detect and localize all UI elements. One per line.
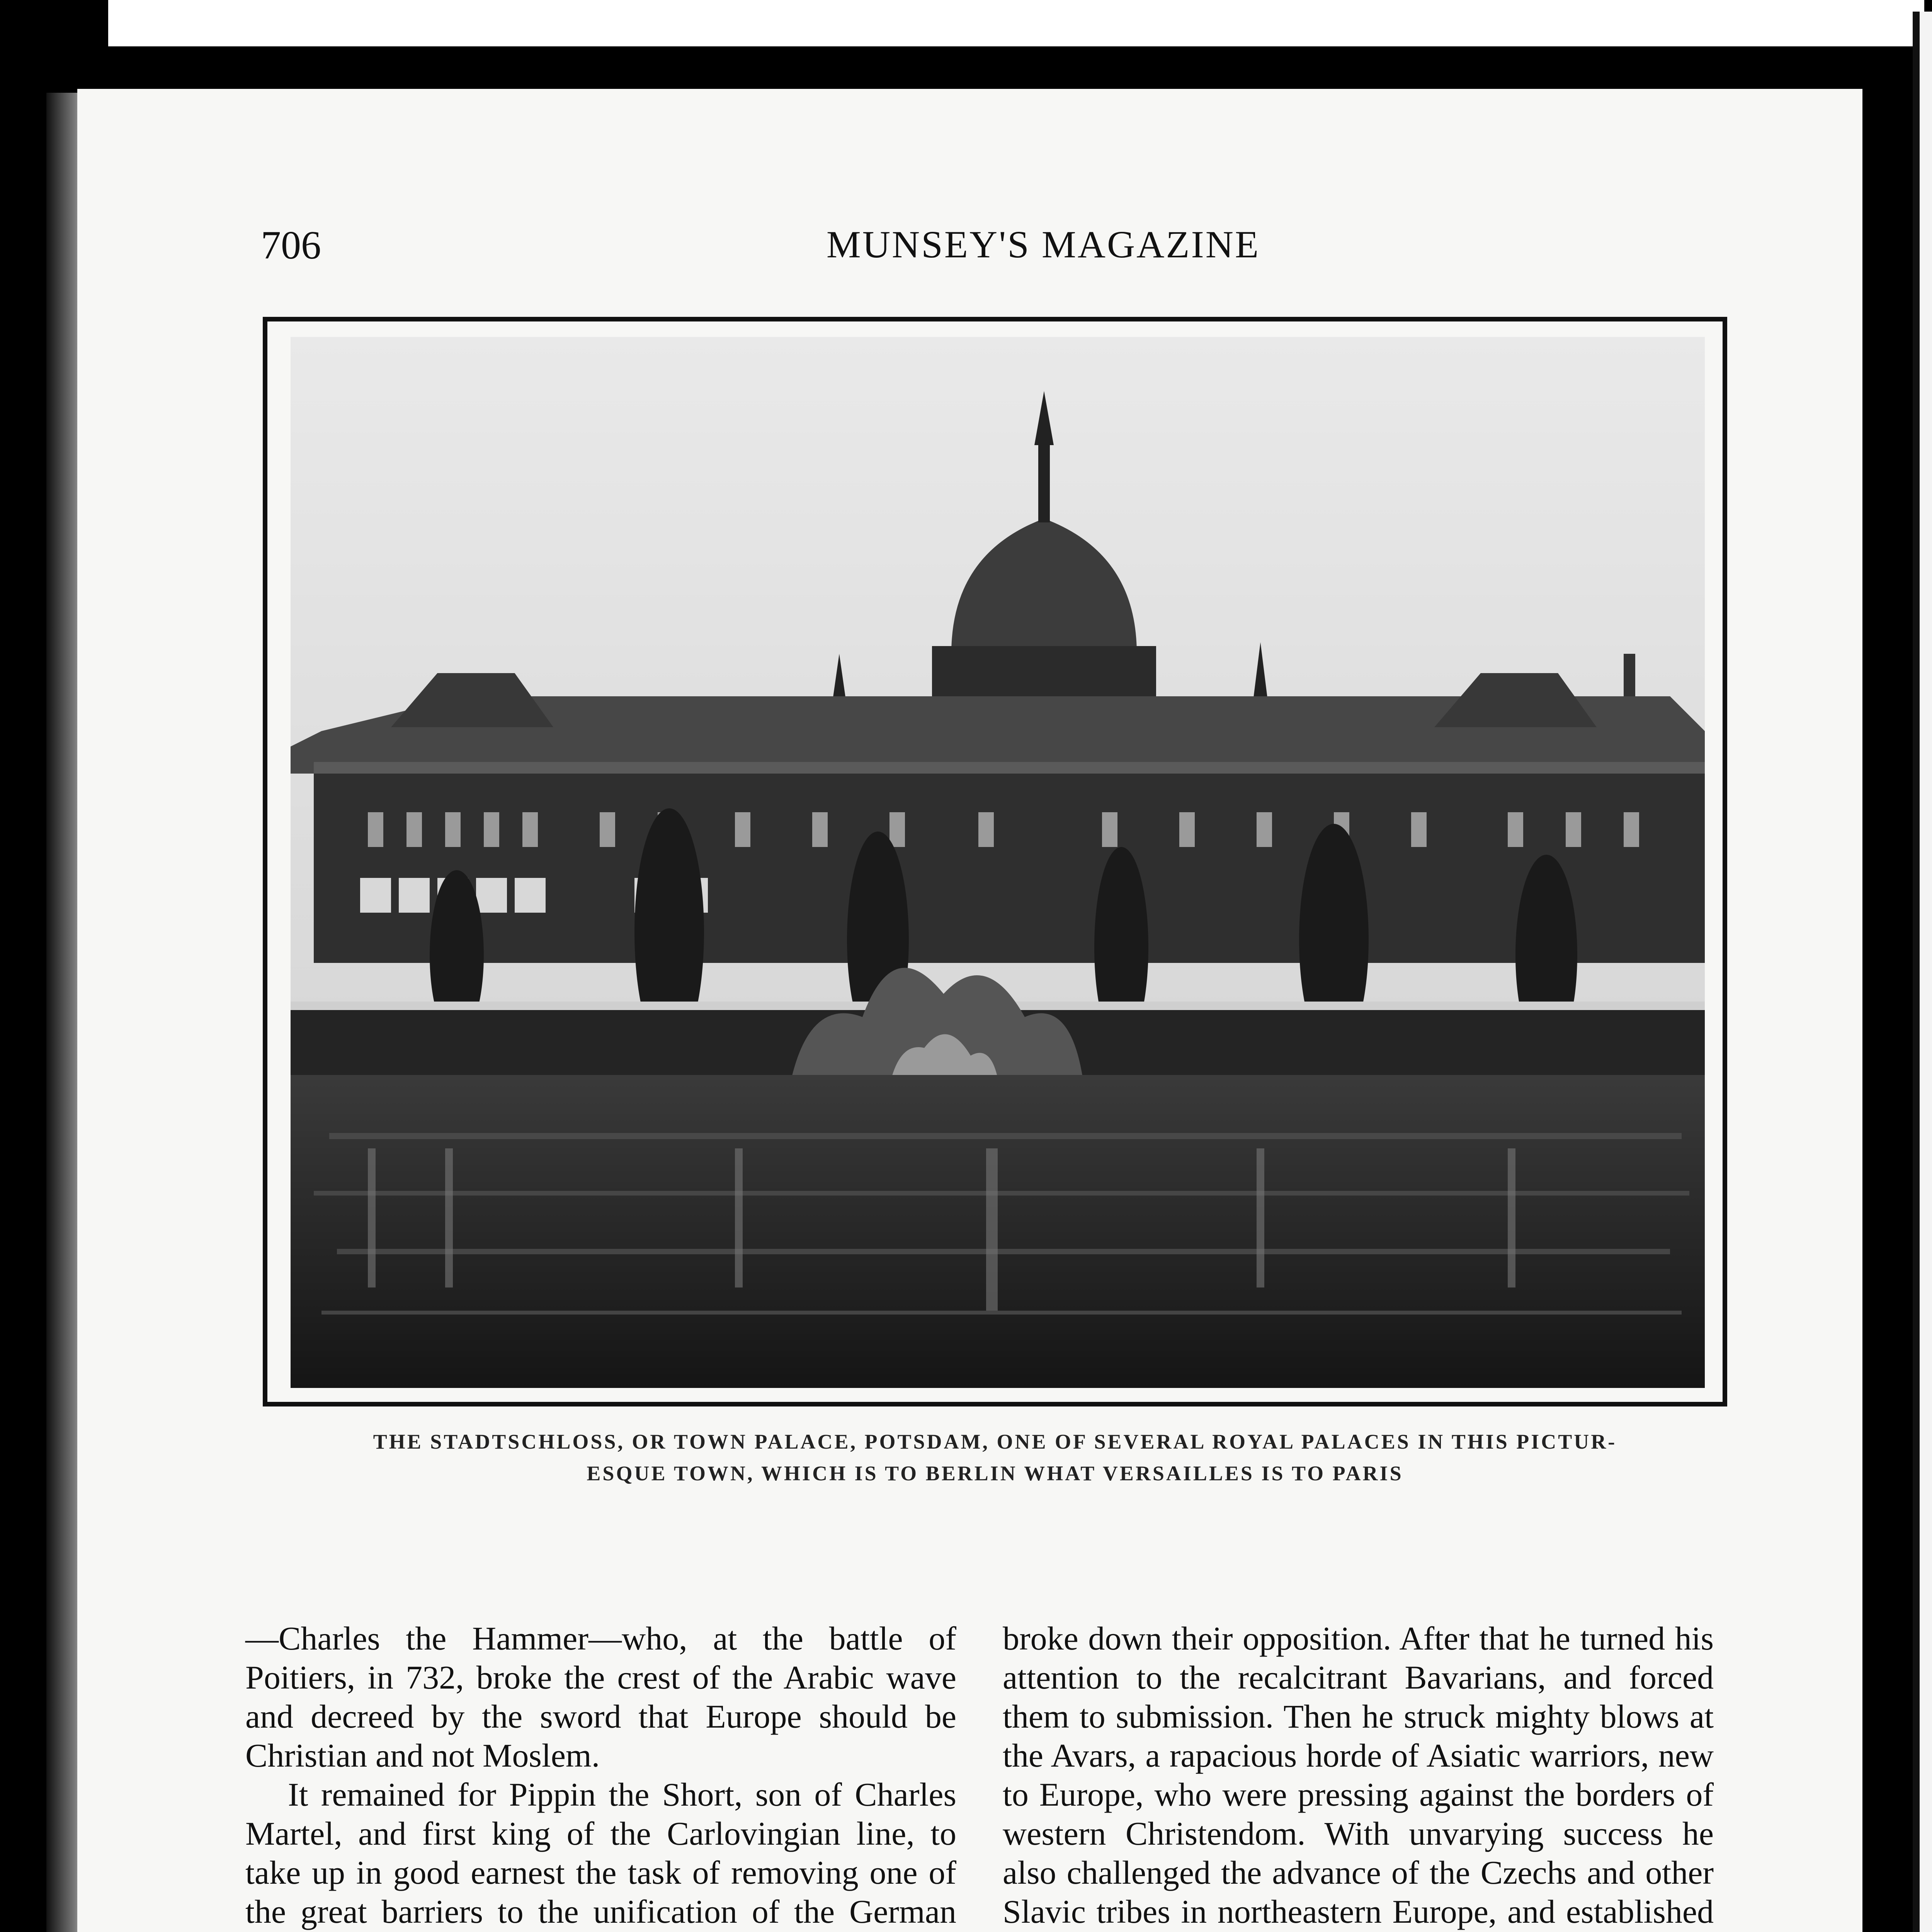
running-head: MUNSEY'S MAGAZINE — [826, 223, 1260, 266]
paragraph: —Charles the Hammer—who, at the battle of Poitiers, in 732, broke the crest of the Arabic wave and decreed by the sword that Europe should be Christian and not Moslem. — [245, 1620, 956, 1774]
paragraph: It remained for Pippin the Short, son of Charles Martel, and first king of the Carlovingian line, to take up in good earnest the task of removing one of the great barriers to the unification of the German — [245, 1776, 956, 1930]
caption-line-1: THE STADTSCHLOSS, OR TOWN PALACE, POTSDAM, ONE OF SEVERAL ROYAL PALACES IN THIS PICTUR- — [373, 1430, 1617, 1453]
next-page-edge — [1913, 12, 1932, 1932]
page-number: 706 — [261, 223, 321, 267]
text-column-right — [1003, 1619, 1714, 1932]
photo-caption — [263, 1426, 1727, 1489]
text-column-left — [245, 1619, 956, 1932]
caption-line-2: ESQUE TOWN, WHICH IS TO BERLIN WHAT VERSAILLES IS TO PARIS — [587, 1462, 1403, 1485]
photo-frame — [263, 317, 1727, 1406]
adjacent-page-strip — [108, 0, 1924, 46]
paragraph: broke down their opposition. After that he turned his attention to the recalcitrant Bavarians, and forced them to submission. Then he struck mighty blows at the Avars, a rapacious horde of Asiatic warriors, new to Europe, who were pressing against the borders of western Christendom. With unvarying success he also challenged the advance of the Czechs and other Slavic tribes in northeastern Europe, and established — [1003, 1620, 1714, 1930]
magazine-page — [77, 89, 1862, 1932]
palace-photograph-icon — [291, 337, 1705, 1388]
